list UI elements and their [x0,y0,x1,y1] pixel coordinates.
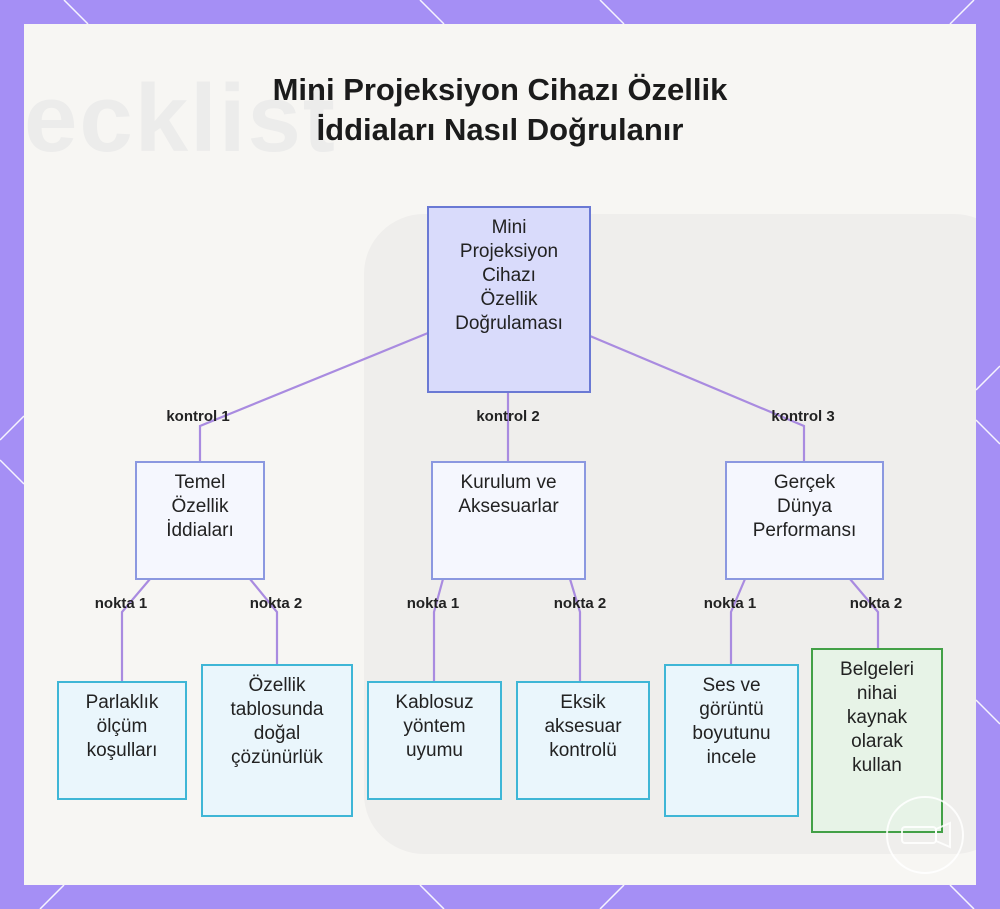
node-sound-line: incele [706,747,757,768]
node-wireless-line: Kablosuz [395,692,474,713]
edge-label-nokta-1: nokta 1 [406,595,460,612]
edge-label-kontrol-3: kontrol 3 [771,408,835,425]
node-documents-line: olarak [851,731,903,752]
node-root-line: Doğrulaması [455,313,563,334]
node-documents-line: kaynak [846,707,908,728]
node-sound-image-size [664,664,799,817]
edge-real-documents [850,579,878,648]
node-brightness-line: koşulları [86,740,158,761]
edge-label-nokta-2: nokta 2 [553,595,607,612]
node-root-line: Projeksiyon [459,241,559,262]
node-real-world-line: Gerçek [773,472,836,493]
node-basic-claims-line: Özellik [171,496,229,517]
node-real-world-performance [725,461,884,580]
background-watermark-text: ecklist [24,65,337,172]
node-wireless-compatibility [367,681,502,800]
node-wireless-line: yöntem [403,716,466,737]
node-resolution-line: tablosunda [230,699,324,720]
edge-label-nokta-2: nokta 2 [249,595,303,612]
edge-label-kontrol-2: kontrol 2 [476,408,540,425]
node-root-line: Mini [491,217,527,238]
node-wireless-line: uyumu [405,740,463,761]
node-accessory-line: kontrolü [549,740,617,761]
node-root-line: Cihazı [482,265,536,286]
node-accessory-line: aksesuar [544,716,622,737]
edge-label-nokta-2: nokta 2 [849,595,903,612]
edge-root-basic [200,333,428,461]
node-setup-accessories-line: Aksesuarlar [458,496,559,517]
node-accessory-line: Eksik [560,692,606,713]
node-sound-line: boyutunu [692,723,771,744]
node-resolution-line: doğal [253,723,301,744]
edge-real-sound [731,579,745,664]
node-root [427,206,591,393]
edge-basic-resolution [250,579,277,664]
node-sound-line: Ses ve [702,675,761,696]
node-native-resolution [201,664,353,817]
edge-label-kontrol-1: kontrol 1 [166,408,230,425]
node-basic-claims [135,461,265,580]
node-resolution-line: Özellik [248,675,306,696]
node-missing-accessory [516,681,650,800]
node-resolution-line: çözünürlük [231,747,323,768]
node-sound-line: görüntü [699,699,764,720]
node-brightness-conditions [57,681,187,800]
edge-label-nokta-1: nokta 1 [703,595,757,612]
node-setup-accessories [431,461,586,580]
node-documents-line: kullan [852,755,902,776]
node-basic-claims-line: İddiaları [166,520,234,541]
node-documents-line: nihai [856,683,898,704]
title-line-1: Mini Projeksiyon Cihazı Özellik [272,72,728,107]
node-real-world-line: Performansı [752,520,857,541]
node-root-line: Özellik [480,289,538,310]
edge-label-nokta-1: nokta 1 [94,595,148,612]
node-basic-claims-line: Temel [174,472,226,493]
title-line-2: İddiaları Nasıl Doğrulanır [316,112,684,147]
node-brightness-line: ölçüm [96,716,148,737]
node-brightness-line: Parlaklık [85,692,159,713]
node-documents-line: Belgeleri [840,659,914,680]
projector-logo-icon [880,795,970,875]
edge-root-real [590,336,804,461]
node-setup-accessories-line: Kurulum ve [460,472,557,493]
node-real-world-line: Dünya [777,496,832,517]
